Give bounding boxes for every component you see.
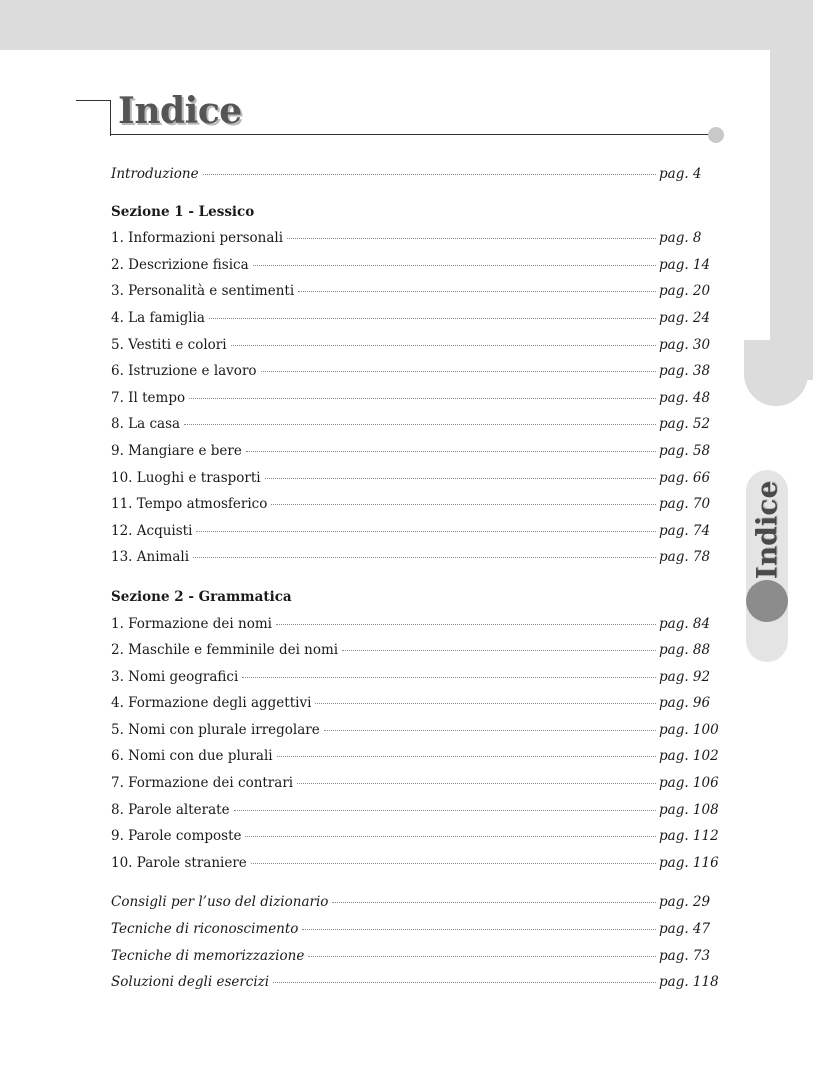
appendix-list bbox=[111, 894, 719, 1000]
toc-entry bbox=[111, 748, 719, 775]
toc-entry-page: pag. 78 bbox=[659, 549, 711, 566]
dot-leader bbox=[209, 318, 656, 319]
toc-entry bbox=[111, 363, 711, 390]
dot-leader bbox=[265, 478, 656, 479]
toc-entry bbox=[111, 616, 711, 643]
dot-leader bbox=[315, 703, 656, 704]
dot-leader bbox=[231, 345, 656, 346]
toc-entry-label: 5. Nomi con plurale irregolare bbox=[111, 721, 320, 738]
toc-entry bbox=[111, 854, 719, 882]
title-rule bbox=[110, 134, 710, 135]
toc-entry-page: pag. 100 bbox=[659, 721, 719, 738]
toc-entry bbox=[111, 283, 711, 310]
toc-entry bbox=[111, 775, 719, 802]
toc-entry-label: Tecniche di memorizzazione bbox=[111, 947, 305, 964]
toc-entry-page: pag. 24 bbox=[659, 309, 711, 326]
toc-entry-label: 1. Formazione dei nomi bbox=[111, 615, 272, 632]
toc-entry bbox=[111, 470, 711, 497]
toc-entry bbox=[111, 496, 711, 523]
toc-entry bbox=[111, 642, 711, 669]
toc-entry-page: pag. 38 bbox=[659, 363, 711, 380]
dot-leader bbox=[297, 783, 656, 784]
dot-leader bbox=[193, 557, 656, 558]
toc-entry bbox=[111, 416, 711, 443]
toc-entry-label: 6. Nomi con due plurali bbox=[111, 748, 273, 765]
page-frame-corner-tab bbox=[744, 340, 808, 406]
toc-entry bbox=[111, 721, 719, 749]
toc-entry bbox=[111, 948, 711, 975]
toc-entry-page: pag. 8 bbox=[659, 230, 702, 247]
dot-leader bbox=[324, 730, 656, 731]
toc-entry-page: pag. 47 bbox=[659, 921, 711, 938]
toc-entry-label: 3. Personalità e sentimenti bbox=[111, 283, 295, 300]
toc-entry-label: 10. Luoghi e trasporti bbox=[111, 469, 261, 486]
toc-entry-label: 9. Parole composte bbox=[111, 828, 242, 845]
side-tab-dot-icon bbox=[746, 580, 788, 622]
toc-entry-label: 1. Informazioni personali bbox=[111, 230, 284, 247]
toc-entry-page: pag. 106 bbox=[659, 775, 719, 792]
side-tab-label: Indice bbox=[750, 480, 784, 580]
toc-entry-label: 8. Parole alterate bbox=[111, 801, 230, 818]
toc-entry-page: pag. 96 bbox=[659, 695, 711, 712]
toc-entry bbox=[111, 695, 711, 722]
dot-leader bbox=[261, 371, 656, 372]
table-of-contents bbox=[111, 166, 719, 1001]
toc-entry bbox=[111, 310, 711, 337]
toc-entry-page: pag. 52 bbox=[659, 416, 711, 433]
dot-leader bbox=[302, 929, 656, 930]
toc-entry-page: pag. 4 bbox=[659, 166, 702, 182]
toc-entry-label: 12. Acquisti bbox=[111, 522, 193, 539]
toc-entry-label: 3. Nomi geografici bbox=[111, 668, 239, 685]
dot-leader bbox=[277, 756, 656, 757]
toc-entry-page: pag. 112 bbox=[659, 828, 719, 845]
toc-entry-page: pag. 29 bbox=[659, 894, 711, 911]
toc-entry-page: pag. 48 bbox=[659, 389, 711, 406]
toc-entry-page: pag. 74 bbox=[659, 522, 711, 539]
toc-entry-introduction bbox=[111, 166, 711, 193]
dot-leader bbox=[298, 291, 656, 292]
toc-entry-page: pag. 108 bbox=[659, 801, 719, 818]
toc-entry-label: 2. Descrizione fisica bbox=[111, 256, 249, 273]
dot-leader bbox=[273, 982, 656, 983]
dot-leader bbox=[251, 863, 656, 864]
dot-leader bbox=[203, 174, 656, 175]
toc-entry-label: Consigli per l’uso del dizionario bbox=[111, 894, 329, 911]
toc-entry-page: pag. 66 bbox=[659, 469, 711, 486]
toc-entry-page: pag. 58 bbox=[659, 442, 711, 459]
section-grammatica-list bbox=[111, 615, 719, 882]
toc-entry bbox=[111, 230, 711, 257]
toc-entry bbox=[111, 549, 711, 576]
section-heading-lessico: Sezione 1 - Lessico bbox=[111, 203, 255, 220]
dot-leader bbox=[287, 238, 656, 239]
toc-entry bbox=[111, 828, 719, 855]
toc-entry-label: 11. Tempo atmosferico bbox=[111, 496, 268, 513]
toc-entry-label: 7. Formazione dei contrari bbox=[111, 775, 294, 792]
toc-entry-label: 10. Parole straniere bbox=[111, 854, 247, 871]
toc-entry-label: 4. Formazione degli aggettivi bbox=[111, 695, 312, 712]
dot-leader bbox=[246, 451, 656, 452]
toc-entry bbox=[111, 669, 711, 696]
toc-entry-page: pag. 92 bbox=[659, 668, 711, 685]
toc-entry bbox=[111, 337, 711, 364]
toc-entry bbox=[111, 257, 711, 284]
toc-entry bbox=[111, 974, 719, 1001]
title-bracket-decoration bbox=[76, 100, 111, 136]
toc-entry-page: pag. 118 bbox=[659, 974, 719, 991]
toc-entry-page: pag. 14 bbox=[659, 256, 711, 273]
toc-entry bbox=[111, 390, 711, 417]
toc-entry-label: 13. Animali bbox=[111, 549, 190, 566]
toc-entry-page: pag. 116 bbox=[659, 854, 719, 871]
toc-entry-label: 6. Istruzione e lavoro bbox=[111, 363, 257, 380]
toc-entry bbox=[111, 443, 711, 470]
toc-entry-label: 2. Maschile e femminile dei nomi bbox=[111, 642, 339, 659]
toc-entry-label: 8. La casa bbox=[111, 416, 181, 433]
toc-entry-label: 7. Il tempo bbox=[111, 389, 186, 406]
toc-entry-page: pag. 20 bbox=[659, 283, 711, 300]
toc-entry-label: 4. La famiglia bbox=[111, 309, 205, 326]
toc-entry-label: Tecniche di riconoscimento bbox=[111, 921, 299, 938]
toc-entry-label: Soluzioni degli esercizi bbox=[111, 974, 270, 991]
dot-leader bbox=[332, 902, 656, 903]
dot-leader bbox=[234, 810, 656, 811]
section-heading-grammatica: Sezione 2 - Grammatica bbox=[111, 588, 292, 605]
toc-entry-page: pag. 88 bbox=[659, 642, 711, 659]
dot-leader bbox=[271, 504, 656, 505]
toc-entry bbox=[111, 921, 711, 948]
page-frame-top-band bbox=[0, 0, 813, 50]
dot-leader bbox=[242, 677, 656, 678]
toc-entry-page: pag. 30 bbox=[659, 336, 711, 353]
toc-entry bbox=[111, 523, 711, 550]
toc-entry-label: Introduzione bbox=[111, 166, 199, 182]
dot-leader bbox=[342, 650, 656, 651]
dot-leader bbox=[308, 956, 656, 957]
toc-entry-page: pag. 73 bbox=[659, 947, 711, 964]
section-lessico-list bbox=[111, 230, 711, 576]
toc-entry-page: pag. 84 bbox=[659, 615, 711, 632]
dot-leader bbox=[253, 265, 656, 266]
toc-entry-page: pag. 70 bbox=[659, 496, 711, 513]
dot-leader bbox=[189, 398, 656, 399]
toc-entry-label: 9. Mangiare e bere bbox=[111, 442, 242, 459]
page-title: Indice bbox=[118, 90, 242, 132]
title-rule-dot-icon bbox=[708, 127, 724, 143]
dot-leader bbox=[184, 424, 656, 425]
toc-entry-label: 5. Vestiti e colori bbox=[111, 336, 227, 353]
toc-entry bbox=[111, 894, 711, 921]
toc-entry-page: pag. 102 bbox=[659, 748, 719, 765]
page-frame-right-band bbox=[770, 0, 813, 380]
dot-leader bbox=[276, 624, 656, 625]
dot-leader bbox=[196, 531, 656, 532]
dot-leader bbox=[245, 836, 656, 837]
toc-entry bbox=[111, 801, 719, 829]
